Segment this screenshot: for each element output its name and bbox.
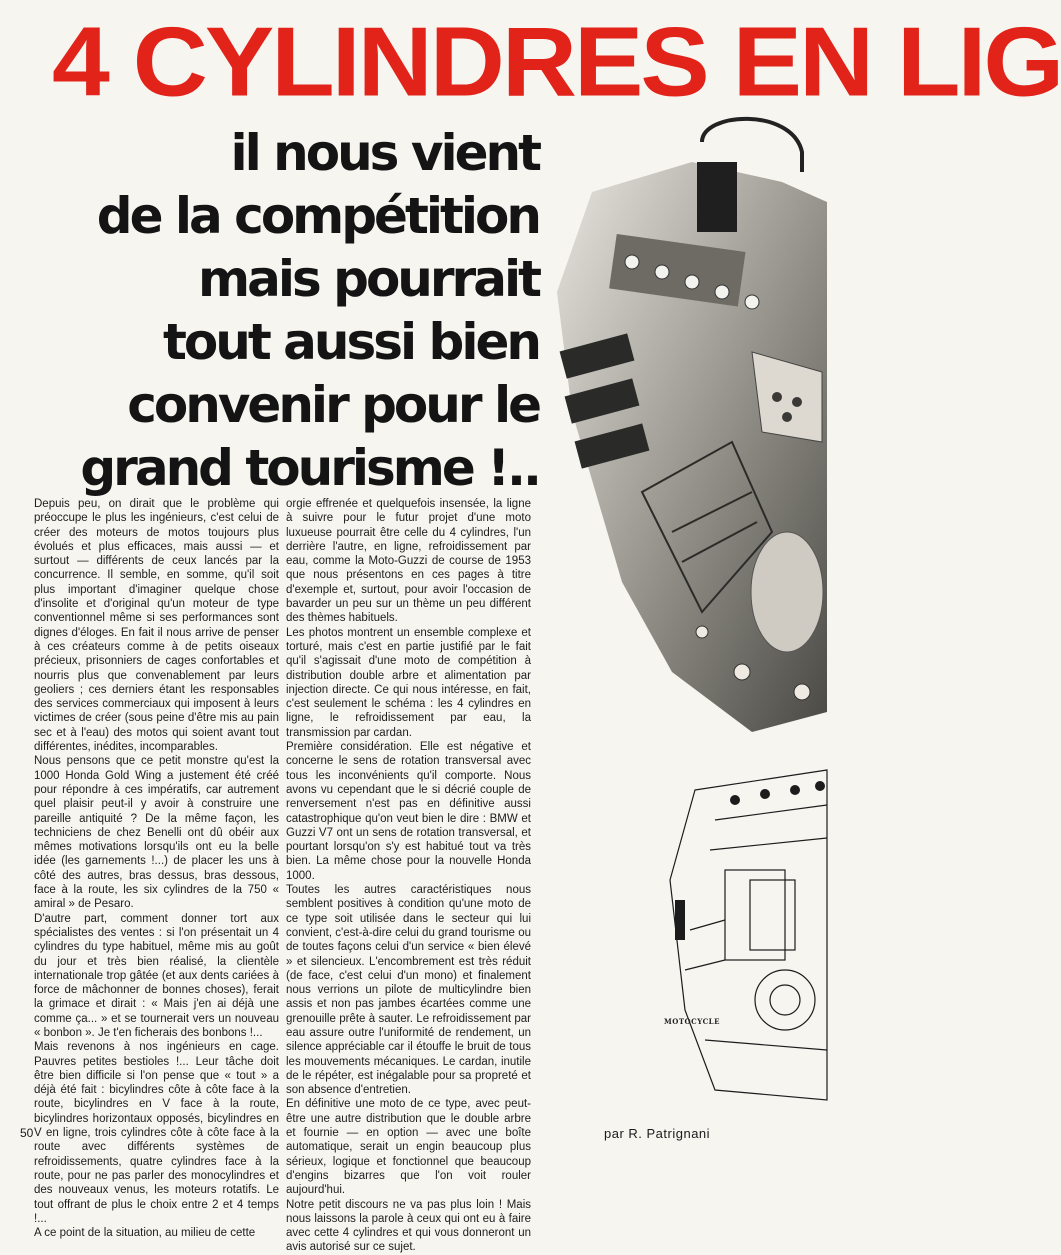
- paragraph: En définitive une moto de ce type, avec peut-être une autre distribution que le double arbre et fournie — en option — avec une boîte automatique, serait un engin beaucoup plus sérieux, logique et fonctionnel que beaucoup d'engins bizarres que l'on voit rouler aujourd'hui.: [286, 1098, 531, 1197]
- subtitle: [19, 122, 539, 500]
- article-column-2: [286, 497, 531, 1254]
- headline: 4 CYLINDRES EN LIG: [52, 6, 1061, 118]
- subtitle-line: convenir pour le: [127, 376, 539, 434]
- subtitle-line: mais pourrait: [198, 250, 539, 308]
- paragraph: Toutes les autres caractéristiques nous semblent positives à condition qu'une moto de ce type soit utilisée dans le secteur qui lui convient, c'est-à-dire celui du grand tourisme ou de toutes façons celui d'un service « bien élevé » et silencieux. L'encombrement est très réduit (de face, c'est celui d'un mono) et finalement nous verrions un pilote de multicylindre bien assis et non pas jambes écartées comme une grenouille prête à sauter. Le refroidissement par eau assure outre l'uniformité de rendement, un silence appréciable car il étouffe le bruit de tous les mouvements mécaniques. Le cardan, inutile de le répéter, est inégalable pour sa propreté et son absence d'entretien.: [286, 884, 531, 1097]
- paragraph: Depuis peu, on dirait que le problème qui préoccupe le plus les ingénieurs, c'est celui de créer des moteurs de motos toujours plus évolués et plus efficaces, mais aussi — et surtout — différents de ceux lancés par la concurrence. Il semble, en somme, qu'il soit plus important d'imaginer quelque chose d'insolite et d'original qu'un moteur de type conventionnel même si ses performances sont dignes d'éloges. En fait il nous arrive de penser à ces créateurs comme à de petits oiseaux précieux, prisonniers de cages confortables et nourris plus que convenablement par leurs geoliers ; ces derniers étant les responsables des services commerciaux qui imposent à leurs victimes de créer (sous peine d'être mis au pain sec et à l'eau) des motos qui soient avant tout différentes, inédites, incomparables.: [34, 498, 279, 754]
- article-column-1: [34, 497, 279, 1240]
- drawing-logo: MOTOCYCLE: [664, 1017, 720, 1026]
- engine-photo: [552, 112, 827, 732]
- paragraph: A ce point de la situation, au milieu de cette: [34, 1227, 256, 1240]
- subtitle-line: de la compétition: [96, 187, 539, 245]
- author-credit: par R. Patrignani: [604, 1126, 711, 1141]
- subtitle-line: tout aussi bien: [163, 313, 539, 371]
- subtitle-line: grand tourisme !..: [80, 439, 539, 497]
- engine-cutaway-drawing: [655, 760, 827, 1120]
- paragraph: Nous pensons que ce petit monstre qu'est la 1000 Honda Gold Wing a justement été créé pour répondre à ces impératifs, car autrement quel plaisir peut-il y avoir à construire une pareille antiquité ? De la même façon, les techniciens de chez Benelli ont dû obéir aux mêmes motivations lorsqu'ils ont eu la belle idée (les garnements !...) de placer les uns à côté des autres, bras dessus, bras dessous, face à la route, les six cylindres de la 750 « amiral » de Pesaro.: [34, 755, 279, 911]
- paragraph: Première considération. Elle est négative et concerne le sens de rotation transversal avec tous les inconvénients qu'il comporte. Nous avons vu cependant que le si décrié couple de renversement n'est pas en définitive aussi catastrophique qu'on veut bien le dire : BMW et Guzzi V7 ont un sens de rotation transversal, et pourtant lorsqu'on s'y est habitué tout va très bien. La même chose pour la nouvelle Honda 1000.: [286, 741, 531, 882]
- subtitle-line: il nous vient: [230, 124, 539, 182]
- paragraph: Notre petit discours ne va pas plus loin ! Mais nous laissons la parole à ceux qui ont eu à faire avec cette 4 cylindres et qui vous donneront un avis autorisé sur ce sujet.: [286, 1198, 531, 1254]
- paragraph: D'autre part, comment donner tort aux spécialistes des ventes : si l'on présentait un 4 cylindres du type habituel, même mis au goût du jour et très bien réalisé, la clientèle internationale trop gâtée (et aux dents cariées à force de mâchonner de bonnes choses), ferait la grimace et dirait : « Mais j'en ai déjà une comme ça... » et se tournerait vers un nouveau « bonbon ». Je t'en ficherais des bonbons !...: [34, 912, 279, 1039]
- paragraph: Mais revenons à nos ingénieurs en cage. Pauvres petites bestioles !... Leur tâche doit être bien difficile si l'on pense que « tout » a déjà été fait : bicylindres côte à côte face à la route, bicylindres en V face à la route, bicylindres horizontaux opposés, bicylindres en V en ligne, trois cylindres côte à côte face à la route avec différents systèmes de refroidissements, quatre cylindres face à la route, pour ne pas parler des monocylindres et des nouveaux venus, les moteurs rotatifs. Le tout offrant de plus le choix entre 2 et 4 temps !...: [34, 1041, 279, 1225]
- page-number: 50: [20, 1126, 34, 1140]
- paragraph: orgie effrenée et quelquefois insensée, la ligne à suivre pour le futur projet d'une moto luxueuse pourrait être celle du 4 cylindres, l'un derrière l'autre, en ligne, refroidissement par eau, comme la Moto-Guzzi de course de 1953 que nous présentons en ces pages à titre d'exemple et, surtout, pour avoir l'occasion de bavarder un peu sur un thème un peu différent des thèmes habituels.: [286, 498, 531, 625]
- paragraph: Les photos montrent un ensemble complexe et torturé, mais c'est en partie justifié par le fait qu'il s'agissait d'une moto de compétition à distribution double arbre et alimentation par injection directe. Ce qui nous intéresse, en fait, c'est seulement le schéma : les 4 cylindres en ligne, le refroidissement par eau, la transmission par cardan.: [286, 626, 531, 739]
